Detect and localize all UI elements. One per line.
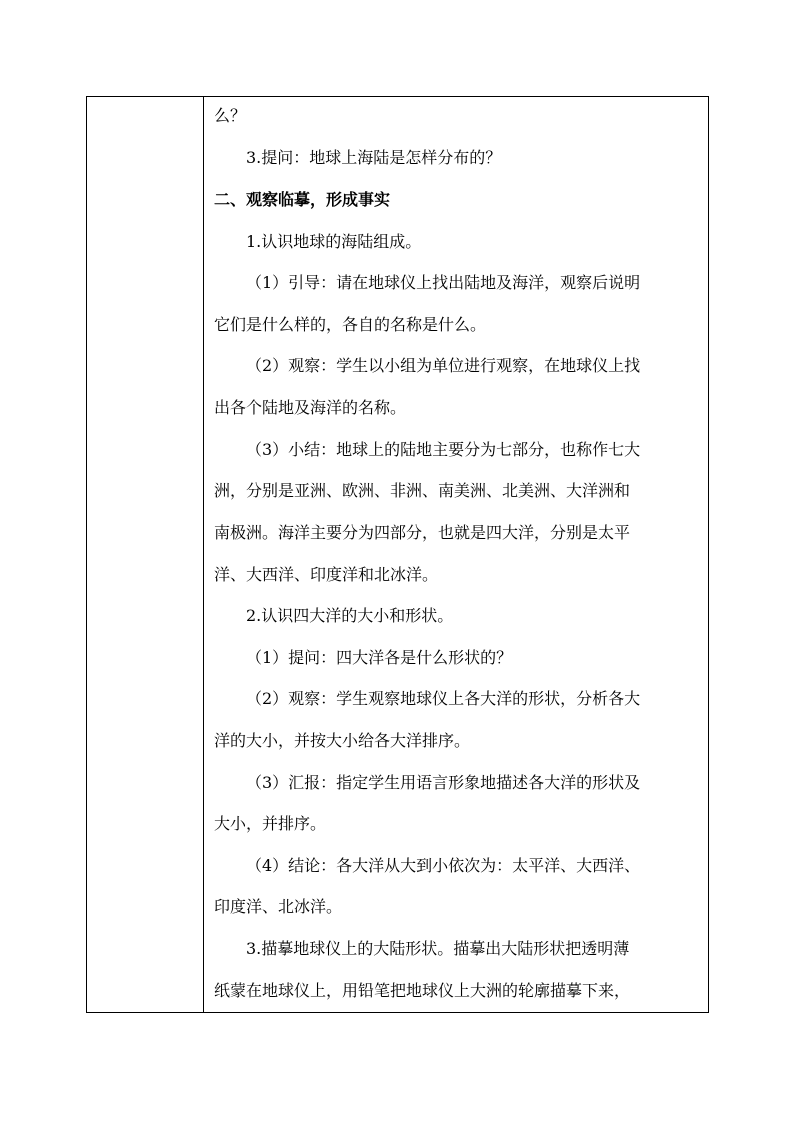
content-line: （3）小结：地球上的陆地主要分为七部分，也称作七大 [246, 440, 641, 459]
content-line: 洋的大小，并按大小给各大洋排序。 [214, 731, 471, 750]
content-line: 它们是什么样的，各自的名称是什么。 [214, 315, 487, 334]
content-line: （2）观察：学生观察地球仪上各大洋的形状，分析各大 [246, 689, 641, 708]
content-line: 纸蒙在地球仪上，用铅笔把地球仪上大洲的轮廓描摹下来， [214, 981, 631, 1000]
content-line: 洲，分别是亚洲、欧洲、非洲、南美洲、北美洲、大洋洲和 [214, 481, 631, 500]
content-line: 出各个陆地及海洋的名称。 [214, 398, 407, 417]
content-line: 印度洋、北冰洋。 [214, 897, 343, 916]
section-heading: 二、观察临摹，形成事实 [214, 190, 391, 209]
content-line: （1）引导：请在地球仪上找出陆地及海洋，观察后说明 [246, 273, 641, 292]
lesson-table [86, 96, 709, 1013]
content-line: （3）汇报：指定学生用语言形象地描述各大洋的形状及 [246, 773, 641, 792]
content-line: （2）观察：学生以小组为单位进行观察，在地球仪上找 [246, 356, 641, 375]
column-divider [203, 97, 204, 1012]
content-line: （1）提问：四大洋各是什么形状的？ [246, 648, 513, 667]
content-line: 3.描摹地球仪上的大陆形状。描摹出大陆形状把透明薄 [246, 939, 630, 958]
content-line: （4）结论：各大洋从大到小依次为：太平洋、大西洋、 [246, 856, 641, 875]
content-line: 南极洲。海洋主要分为四部分，也就是四大洋，分别是太平 [214, 523, 631, 542]
content-line: 么？ [214, 106, 247, 125]
content-line: 2.认识四大洋的大小和形状。 [246, 606, 454, 625]
content-line: 3.提问：地球上海陆是怎样分布的？ [246, 148, 502, 167]
content-line: 大小，并排序。 [214, 814, 327, 833]
content-line: 洋、大西洋、印度洋和北冰洋。 [214, 565, 439, 584]
content-line: 1.认识地球的海陆组成。 [246, 232, 422, 251]
